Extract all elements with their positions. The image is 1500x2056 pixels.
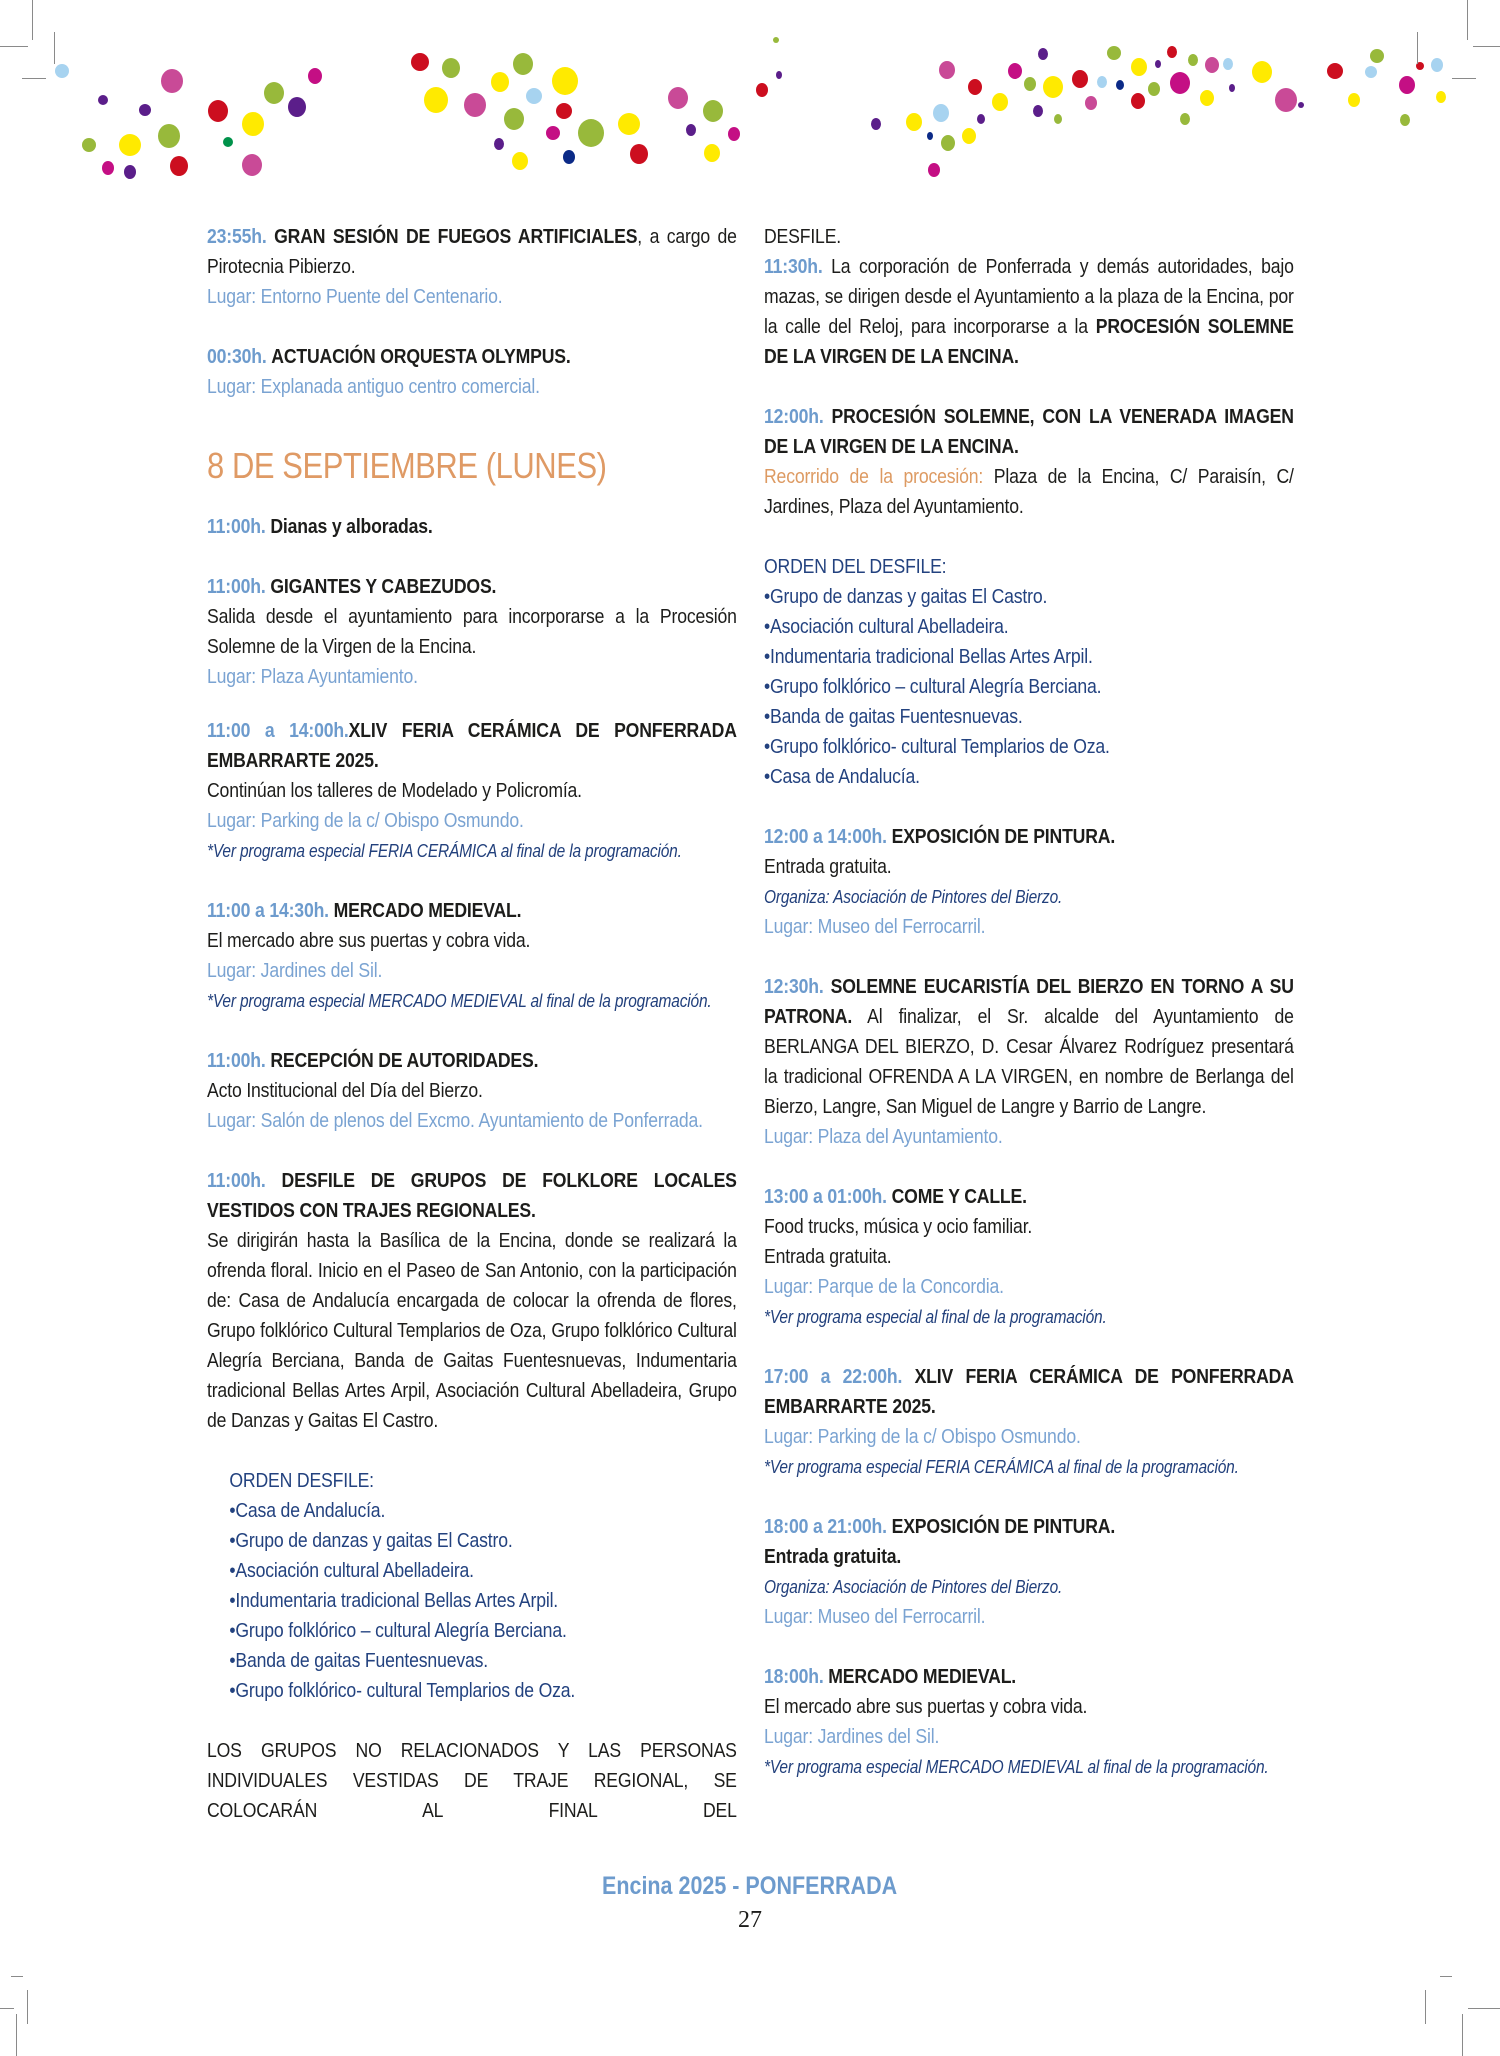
list-item: •Banda de gaitas Fuentesnuevas. — [764, 705, 1023, 728]
left-column — [207, 222, 737, 1826]
event-mercado-medieval — [207, 896, 737, 1016]
event-exposicion-pintura-1 — [764, 822, 1294, 942]
event-location: Lugar: Plaza del Ayuntamiento. — [764, 1125, 1003, 1148]
event-time: 13:00 a 01:00h. — [764, 1185, 887, 1208]
crop-mark — [11, 1976, 23, 1977]
event-description: Continúan los talleres de Modelado y Policromía. — [207, 779, 582, 802]
closing-note: LOS GRUPOS NO RELACIONADOS Y LAS PERSONAS INDIVIDUALES VESTIDAS DE TRAJE REGIONAL, SE COLOCARÁN AL FINAL DEL — [207, 1739, 737, 1822]
event-title: EXPOSICIÓN DE PINTURA. — [891, 1515, 1116, 1538]
route-label: Recorrido de la procesión: — [764, 465, 984, 488]
event-time: 12:00 a 14:00h. — [764, 825, 887, 848]
event-feria-ceramica-tarde — [764, 1362, 1294, 1482]
event-title: PROCESIÓN SOLEMNE, CON LA VENERADA IMAGEN DE LA VIRGEN DE LA ENCINA. — [764, 405, 1294, 458]
crop-mark — [1468, 2008, 1500, 2009]
crop-mark — [54, 32, 55, 64]
event-location: Lugar: Museo del Ferrocarril. — [764, 915, 986, 938]
event-location: Lugar: Salón de plenos del Excmo. Ayuntamiento de Ponferrada. — [207, 1109, 703, 1132]
event-desfile-folklore — [207, 1166, 737, 1436]
list-item: •Indumentaria tradicional Bellas Artes Arpil. — [764, 645, 1093, 668]
list-item: •Asociación cultural Abelladeira. — [229, 1559, 474, 1582]
event-title: PROCESIÓN SOLEMNE DE LA VIRGEN DE LA ENCINA. — [764, 315, 1294, 368]
event-organizer: Organiza: Asociación de Pintores del Bierzo. — [764, 1577, 1063, 1597]
event-mercado-medieval-tarde — [764, 1662, 1294, 1782]
event-location: Lugar: Entorno Puente del Centenario. — [207, 285, 503, 308]
event-note: *Ver programa especial MERCADO MEDIEVAL al final de la programación. — [764, 1757, 1269, 1777]
event-title: MERCADO MEDIEVAL. — [828, 1665, 1017, 1688]
event-location: Lugar: Jardines del Sil. — [764, 1725, 940, 1748]
crop-mark — [27, 1990, 28, 2024]
crop-mark — [1462, 2014, 1463, 2056]
event-fuegos-artificiales — [207, 222, 737, 312]
event-description: , a cargo de Pirotecnia Pibierzo. — [207, 225, 737, 278]
event-time: 18:00 a 21:00h. — [764, 1515, 887, 1538]
event-gigantes — [207, 572, 737, 692]
event-note: *Ver programa especial FERIA CERÁMICA al final de la programación. — [764, 1457, 1239, 1477]
continuation-text: DESFILE. — [764, 225, 842, 248]
event-description: Al finalizar, el Sr. alcalde del Ayuntamiento de BERLANGA DEL BIERZO, D. Cesar Álvarez Rodríguez presentará la tradicional OFRENDA A LA VIRGEN, en nombre de Berlanga del Bierzo, Langre, San Miguel de Langre y Barrio de Langre. — [764, 1005, 1294, 1118]
event-time: 00:30h. — [207, 345, 267, 368]
right-column — [764, 222, 1294, 1812]
event-time: 11:00h. — [207, 1049, 266, 1072]
event-title: GIGANTES Y CABEZUDOS. — [270, 575, 497, 598]
event-note: *Ver programa especial al final de la programación. — [764, 1307, 1107, 1327]
route-text: Plaza de la Encina, C/ Paraisín, C/ Jardines, Plaza del Ayuntamiento. — [764, 465, 1294, 518]
event-description: Se dirigirán hasta la Basílica de la Encina, donde se realizará la ofrenda floral. Inicio en el Paseo de San Antonio, con la participación de: Casa de Andalucía encargada de colocar la ofrenda de flores, Grupo folklórico Cultural Templarios de Oza, Grupo folklórico Cultural Alegría Berciana, Banda de Gaitas Fuentesnuevas, Indumentaria tradicional Bellas Artes Arpil, Asociación Cultural Abelladeira, Grupo de Danzas y Gaitas El Castro. — [207, 1229, 737, 1432]
event-note: *Ver programa especial FERIA CERÁMICA al final de la programación. — [207, 841, 682, 861]
event-location: Lugar: Museo del Ferrocarril. — [764, 1605, 986, 1628]
crop-mark — [0, 46, 28, 47]
event-procesion-solemne — [764, 402, 1294, 522]
crop-mark — [1440, 1976, 1452, 1977]
event-time: 11:00h. — [207, 1169, 266, 1192]
event-eucaristia — [764, 972, 1294, 1152]
event-location: Lugar: Parque de la Concordia. — [764, 1275, 1004, 1298]
crop-mark — [0, 2008, 14, 2009]
event-time: 12:30h. — [764, 975, 824, 998]
event-description: Food trucks, música y ocio familiar. — [764, 1215, 1033, 1238]
crop-mark — [1452, 78, 1476, 79]
event-description: Salida desde el ayuntamiento para incorporarse a la Procesión Solemne de la Virgen de la Encina. — [207, 605, 737, 658]
event-title: GRAN SESIÓN DE FUEGOS ARTIFICIALES — [274, 225, 638, 248]
crop-mark — [1467, 0, 1468, 40]
list-item: •Grupo folklórico – cultural Alegría Berciana. — [764, 675, 1102, 698]
event-time: 18:00h. — [764, 1665, 824, 1688]
footer-title: Encina 2025 - PONFERRADA — [602, 1872, 898, 1900]
list-heading: ORDEN DEL DESFILE: — [764, 555, 947, 578]
event-title: ACTUACIÓN ORQUESTA OLYMPUS. — [271, 345, 571, 368]
event-title: Dianas y alboradas. — [270, 515, 433, 538]
event-dianas — [207, 512, 737, 542]
event-location: Lugar: Plaza Ayuntamiento. — [207, 665, 418, 688]
orden-del-desfile-list — [764, 552, 1294, 792]
confetti-dots-decoration — [0, 0, 1500, 200]
crop-mark — [1417, 32, 1418, 64]
event-description: Entrada gratuita. — [764, 1245, 892, 1268]
event-exposicion-pintura-2 — [764, 1512, 1294, 1632]
event-title: SOLEMNE EUCARISTÍA DEL BIERZO EN TORNO A SU PATRONA. — [764, 975, 1294, 1028]
list-item: •Indumentaria tradicional Bellas Artes Arpil. — [229, 1589, 559, 1612]
crop-mark — [1425, 1990, 1426, 2024]
list-heading: ORDEN DESFILE: — [229, 1469, 374, 1492]
event-title: XLIV FERIA CERÁMICA DE PONFERRADA EMBARRARTE 2025. — [764, 1365, 1294, 1418]
event-description: El mercado abre sus puertas y cobra vida. — [764, 1695, 1088, 1718]
event-time: 11:30h. — [764, 255, 823, 278]
list-item: •Grupo folklórico – cultural Alegría Berciana. — [229, 1619, 567, 1642]
event-description: Entrada gratuita. — [764, 855, 892, 878]
event-time: 17:00 a 22:00h. — [764, 1365, 903, 1388]
event-description: Acto Institucional del Día del Bierzo. — [207, 1079, 483, 1102]
day-heading: 8 DE SEPTIEMBRE (LUNES) — [207, 445, 607, 486]
list-item: •Grupo folklórico- cultural Templarios de Oza. — [764, 735, 1110, 758]
crop-mark — [32, 0, 33, 40]
event-time: 11:00h. — [207, 575, 266, 598]
event-note: *Ver programa especial MERCADO MEDIEVAL al final de la programación. — [207, 991, 712, 1011]
event-time: 11:00h. — [207, 515, 266, 538]
event-title: MERCADO MEDIEVAL. — [333, 899, 522, 922]
event-description: El mercado abre sus puertas y cobra vida. — [207, 929, 531, 952]
event-title: RECEPCIÓN DE AUTORIDADES. — [270, 1049, 539, 1072]
event-location: Lugar: Explanada antiguo centro comercial. — [207, 375, 540, 398]
list-item: •Banda de gaitas Fuentesnuevas. — [229, 1649, 488, 1672]
event-title: COME Y CALLE. — [891, 1185, 1027, 1208]
event-time: 12:00h. — [764, 405, 824, 428]
event-time: 23:55h. — [207, 225, 267, 248]
event-organizer: Organiza: Asociación de Pintores del Bierzo. — [764, 887, 1063, 907]
list-item: •Grupo de danzas y gaitas El Castro. — [229, 1529, 513, 1552]
page-number: 27 — [738, 1907, 762, 1933]
event-time: 11:00 a 14:30h. — [207, 899, 329, 922]
event-title: DESFILE DE GRUPOS DE FOLKLORE LOCALES VESTIDOS CON TRAJES REGIONALES. — [207, 1169, 737, 1222]
list-item: •Grupo de danzas y gaitas El Castro. — [764, 585, 1048, 608]
list-item: •Grupo folklórico- cultural Templarios de Oza. — [229, 1679, 576, 1702]
list-item: •Asociación cultural Abelladeira. — [764, 615, 1009, 638]
crop-mark — [16, 2014, 17, 2056]
event-title: XLIV FERIA CERÁMICA DE PONFERRADA EMBARRARTE 2025. — [207, 719, 737, 772]
list-item: •Casa de Andalucía. — [229, 1499, 386, 1522]
event-description: La corporación de Ponferrada y demás autoridades, bajo mazas, se dirigen desde el Ayuntamiento a la plaza de la Encina, por la calle del Reloj, para incorporarse a la — [764, 255, 1294, 338]
crop-mark — [22, 78, 46, 79]
event-recepcion-autoridades — [207, 1046, 737, 1136]
event-corporacion — [764, 252, 1294, 372]
event-location: Lugar: Parking de la c/ Obispo Osmundo. — [207, 809, 524, 832]
event-feria-ceramica — [207, 716, 737, 866]
event-time: 11:00 a 14:00h. — [207, 719, 349, 742]
orden-desfile-list — [207, 1466, 737, 1706]
list-item: •Casa de Andalucía. — [764, 765, 920, 788]
event-orquesta-olympus — [207, 342, 737, 402]
crop-mark — [1473, 46, 1500, 47]
event-come-y-calle — [764, 1182, 1294, 1332]
event-description: Entrada gratuita. — [764, 1545, 902, 1568]
event-location: Lugar: Jardines del Sil. — [207, 959, 383, 982]
event-location: Lugar: Parking de la c/ Obispo Osmundo. — [764, 1425, 1081, 1448]
event-title: EXPOSICIÓN DE PINTURA. — [891, 825, 1116, 848]
